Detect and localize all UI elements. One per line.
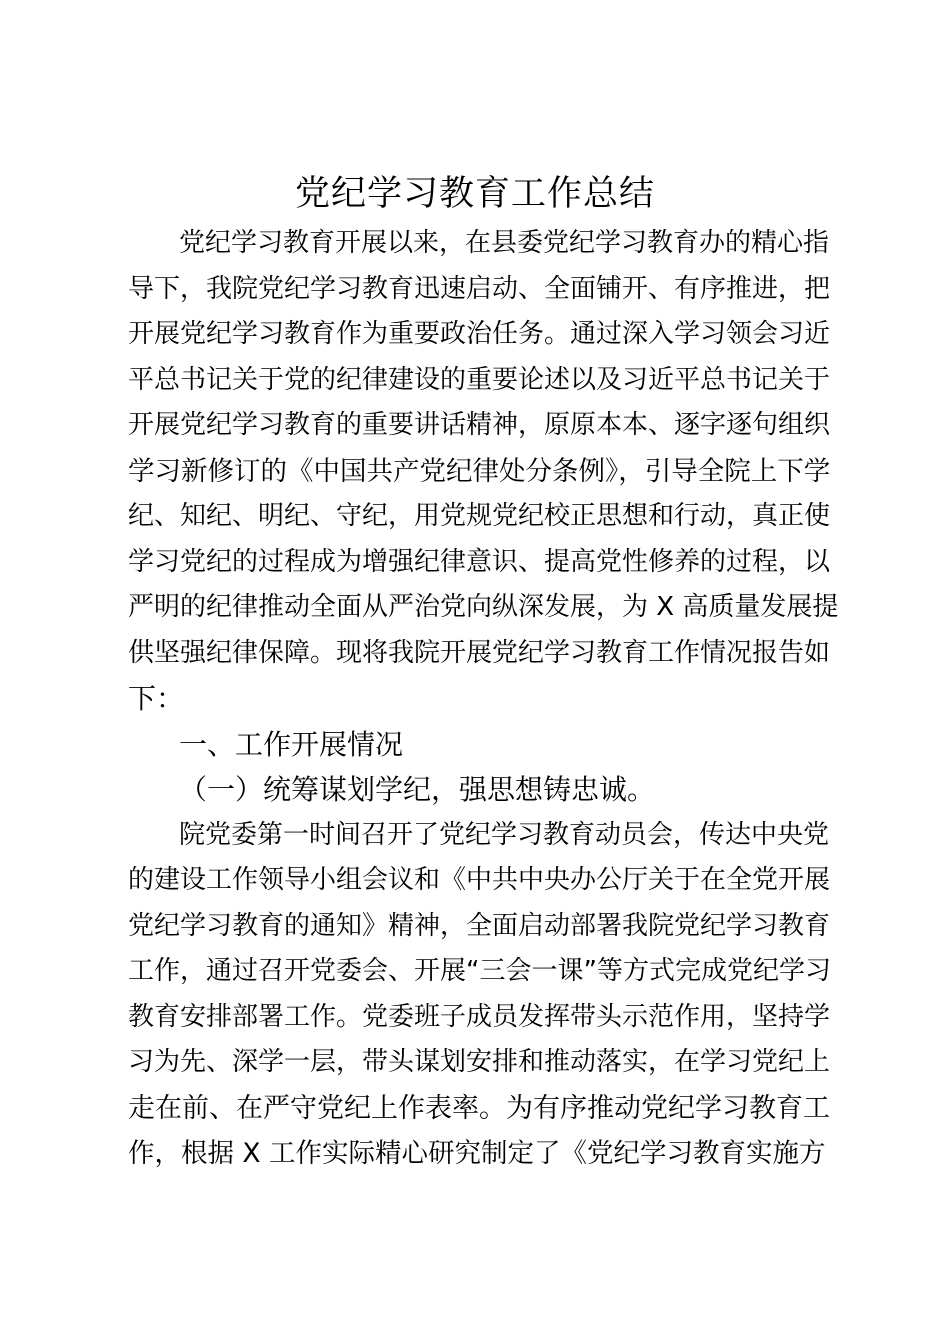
paragraph-line: 工作，通过召开党委会、开展“三会一课”等方式完成党纪学习: [128, 956, 831, 986]
paragraph-line: 开展党纪学习教育的重要讲话精神，原原本本、逐字逐句组织: [128, 410, 831, 440]
paragraph-line: 教育安排部署工作。党委班子成员发挥带头示范作用，坚持学: [128, 1001, 831, 1032]
paragraph-line: 学习新修订的《中国共产党纪律处分条例》，引导全院上下学: [128, 455, 831, 487]
paragraph-line: 平总书记关于党的纪律建设的重要论述以及习近平总书记关于: [128, 364, 831, 395]
paragraph-line: 作，根据 X 工作实际精心研究制定了《党纪学习教育实施方: [128, 1138, 826, 1169]
paragraph-line: 纪、知纪、明纪、守纪，用党规党纪校正思想和行动，真正使: [128, 501, 831, 531]
paragraph-line: 党纪学习教育的通知》精神，全面启动部署我院党纪学习教育: [128, 910, 831, 941]
document-title: 党纪学习教育工作总结: [294, 174, 655, 214]
paragraph-line: 供坚强纪律保障。现将我院开展党纪学习教育工作情况报告如: [128, 637, 831, 668]
paragraph-line: 下：: [128, 682, 185, 715]
paragraph-line: 学习党纪的过程成为增强纪律意识、提高党性修养的过程，以: [128, 546, 831, 577]
paragraph-line: 的建设工作领导小组会议和《中共中央办公厅关于在全党开展: [128, 865, 831, 895]
subsection-heading: （一）统筹谋划学纪，强思想铸忠诚。: [179, 773, 656, 806]
paragraph-line: 开展党纪学习教育作为重要政治任务。通过深入学习领会习近: [128, 319, 831, 349]
paragraph-line: 走在前、在严守党纪上作表率。为有序推动党纪学习教育工: [128, 1092, 830, 1124]
section-heading: 一、工作开展情况: [179, 727, 404, 761]
paragraph-line: 党纪学习教育开展以来，在县委党纪学习教育办的精心指: [179, 228, 830, 258]
paragraph-line: 严明的纪律推动全面从严治党向纵深发展，为 X 高质量发展提: [128, 592, 838, 622]
paragraph-line: 导下，我院党纪学习教育迅速启动、全面铺开、有序推进，把: [128, 273, 831, 304]
paragraph-line: 习为先、深学一层，带头谋划安排和推动落实，在学习党纪上: [128, 1047, 831, 1077]
paragraph-line: 院党委第一时间召开了党纪学习教育动员会，传达中央党: [179, 819, 830, 850]
document-body: [128, 221, 838, 1177]
